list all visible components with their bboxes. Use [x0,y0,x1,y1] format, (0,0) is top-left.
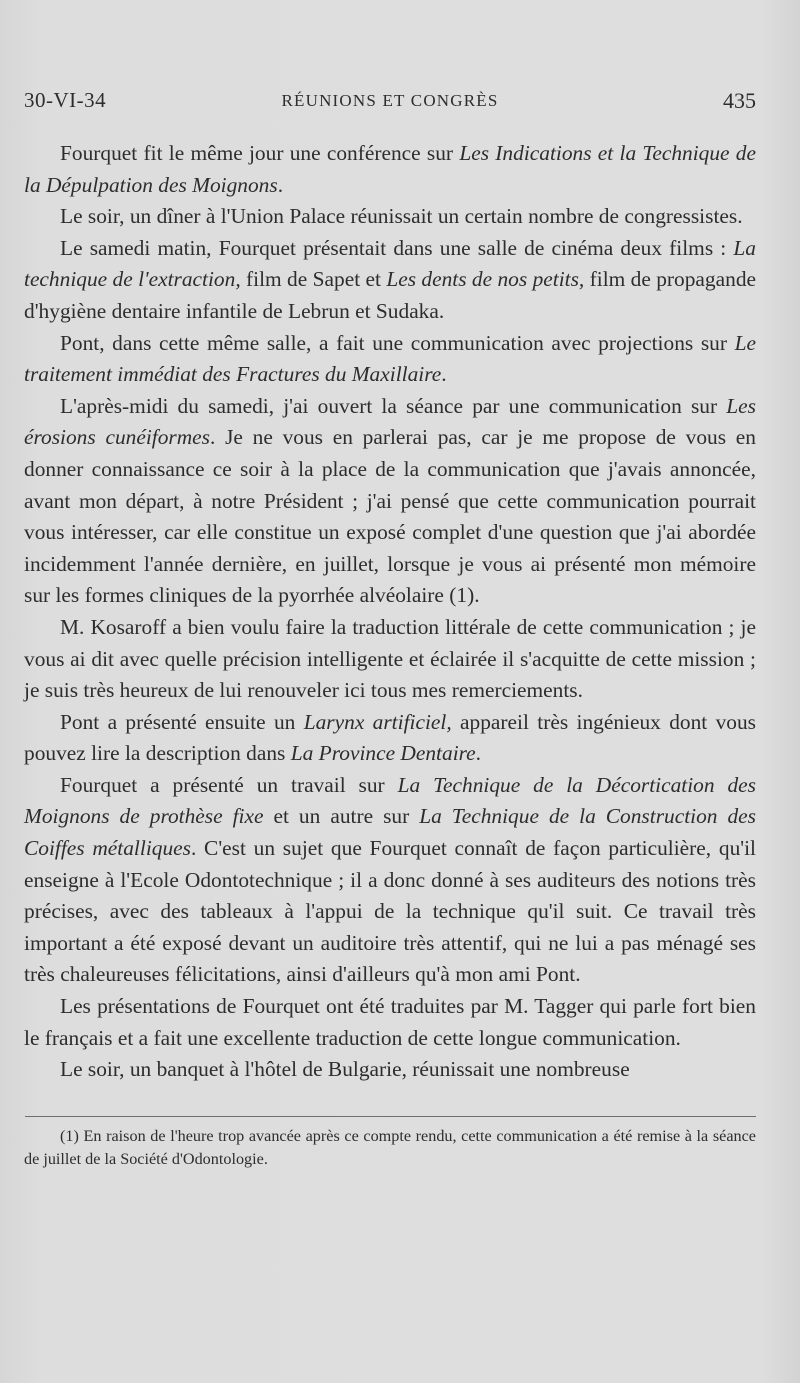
paragraph [24,1054,756,1086]
italic-title: Larynx artificiel, [303,709,452,734]
paragraph [24,201,756,233]
paragraph [24,770,756,991]
text-run: Les présentations de Fourquet ont été traduites par M. Tagger qui parle fort bien le français et a fait une excellente traduction de cette longue communication. [24,994,756,1050]
page-number: 435 [723,88,756,113]
paragraph [24,138,756,201]
text-run: . Je ne vous en parlerai pas, car je me propose de vous en donner connaissance ce soir à la place de la communication que j'avais annoncée, avant mon départ, à notre Président ; j'ai pensé que cette communication pourrait vous intéresser, car elle constitue un exposé complet d'une question que j'ai abordée incidemment l'année dernière, en juillet, lorsque je vous ai présenté mon mémoire sur les formes cliniques de la pyorrhée alvéolaire (1). [24,425,756,608]
text-run: Le soir, un banquet à l'hôtel de Bulgarie, réunissait une nombreuse [60,1057,630,1082]
paragraph [24,991,756,1054]
header-date: 30-VI-34 [24,88,107,112]
italic-title: Les Indications et la Technique de la Dépulpation des Moignons [24,141,756,197]
text-run: appareil très ingénieux dont vous pouvez lire la description dans [24,709,756,766]
text-run: . [475,741,482,766]
italic-title: Les érosions cunéiformes [24,393,756,450]
text-run: . [277,172,284,197]
footnote-separator [25,1116,756,1117]
italic-title: Les dents de nos petits, [386,267,585,292]
text-run: Le samedi matin, Fourquet présentait dans une salle de cinéma deux films : [60,235,734,260]
paragraph [24,612,756,707]
italic-title: La Technique de la Construction des Coiffes métalliques [24,804,756,861]
paragraph [24,328,756,391]
text-run: Pont, dans cette même salle, a fait une communication avec projections sur [60,330,735,355]
text-run: M. Kosaroff a bien voulu faire la traduction littérale de cette communication ; je vous ai dit avec quelle précision intelligente et éclairée il s'acquitte de cette mission ; je suis très heureux de lui renouveler ici tous mes remerciements. [24,614,756,703]
text-run: Fourquet a présenté un travail sur [60,772,398,797]
running-head [24,88,756,128]
text-run: L'après-midi du samedi, j'ai ouvert la séance par une communication sur [60,393,727,418]
text-run: film de Sapet et [240,267,387,292]
text-run: . [441,362,447,387]
italic-title: La Province Dentaire [290,741,476,766]
italic-title: Le traitement immédiat des Fractures du Maxillaire [24,330,756,387]
italic-title: La technique de l'extraction, [24,235,756,292]
paragraph [24,707,756,770]
italic-title: La Technique de la Décortication des Moignons de prothèse fixe [24,772,756,829]
paragraph [24,233,756,328]
paragraph [24,391,756,612]
text-run: Fourquet fit le même jour une conférence sur [60,141,460,165]
text-run: et un autre sur [263,804,420,829]
text-run: Pont a présenté ensuite un [60,709,304,734]
text-run: . C'est un sujet que Fourquet connaît de façon particulière, qu'il enseigne à l'Ecole Odontotechnique ; il a donc donné à ses auditeurs des notions très précises, avec des tableaux à l'appui de la technique qu'il suit. Ce travail très important a été exposé devant un auditoire très attentif, qui ne lui a pas ménagé ses très chaleureuses félicitations, ainsi d'ailleurs qu'à mon ami Pont. [24,836,756,987]
body-text [24,138,756,1086]
footnote: (1) En raison de l'heure trop avancée après ce compte rendu, cette communication a été remise à la séance de juillet de la Société d'Odontologie. [24,1126,756,1168]
text-run: film de propagande d'hygiène dentaire infantile de Lebrun et Sudaka. [24,267,757,323]
header-title: RÉUNIONS ET CONGRÈS [281,91,499,110]
text-run: Le soir, un dîner à l'Union Palace réunissait un certain nombre de congressistes. [60,204,743,229]
